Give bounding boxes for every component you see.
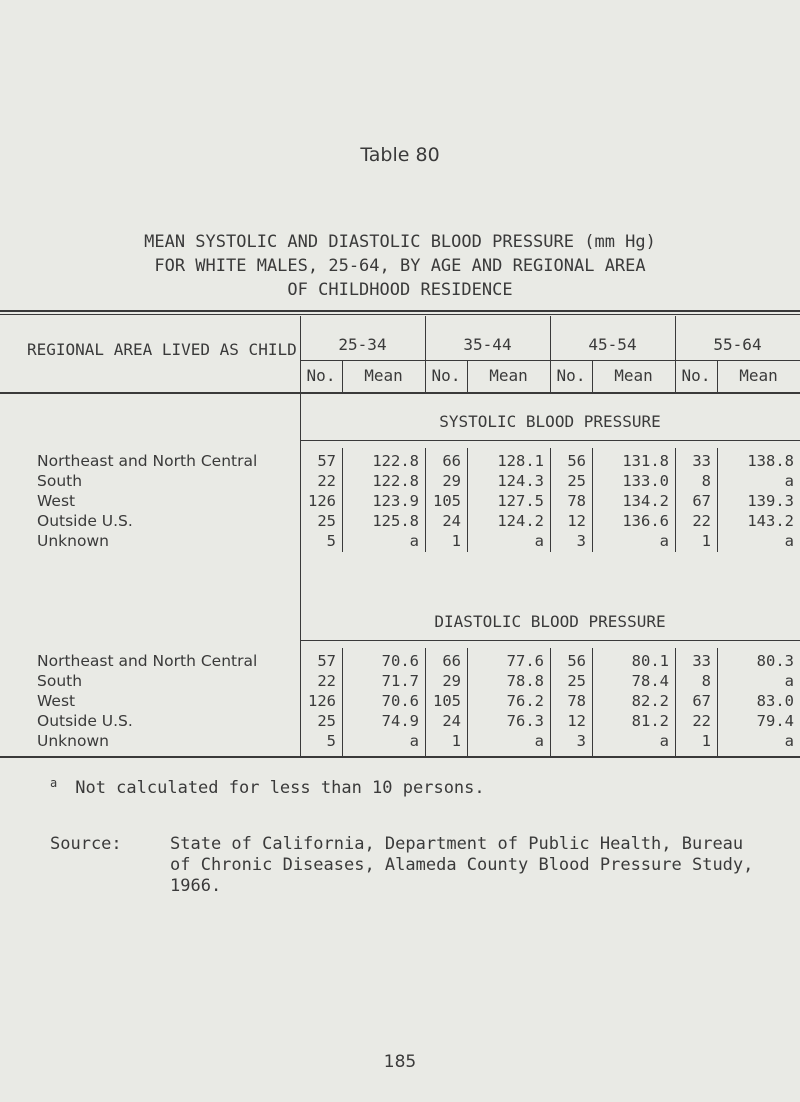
section-title-systolic: SYSTOLIC BLOOD PRESSURE [439,412,661,431]
column-divider [342,360,343,392]
subheader-mean: Mean [614,366,653,385]
count-cell: 33 [692,452,711,470]
count-cell: 8 [701,672,711,690]
mean-cell: 138.8 [747,452,794,470]
column-divider [717,648,718,756]
subheader-mean: Mean [739,366,778,385]
count-cell: 57 [317,652,336,670]
mean-cell: 125.8 [372,512,419,530]
column-divider [592,448,593,552]
mean-cell: a [409,532,419,550]
row-label: South [37,472,83,490]
count-cell: 1 [451,532,461,550]
row-labels-systolic [37,451,257,551]
row-label: Unknown [37,732,109,750]
title-line: MEAN SYSTOLIC AND DIASTOLIC BLOOD PRESSURE (mm Hg) [144,232,656,252]
column-divider [467,448,468,552]
count-cell: 3 [576,732,586,750]
count-cell: 78 [567,492,586,510]
mean-cell: 71.7 [381,672,419,690]
row-label: Northeast and North Central [37,652,258,670]
table-number: Table 80 [360,144,440,166]
count-cell: 8 [701,472,711,490]
column-divider [675,316,676,392]
count-cell: 5 [326,532,336,550]
source-label: Source: [50,834,122,854]
mean-cell: a [659,532,669,550]
page-number: 185 [383,1052,417,1072]
mean-cell: a [784,672,794,690]
mean-cell: 128.1 [497,452,544,470]
row-label: Outside U.S. [37,712,133,730]
column-divider [592,360,593,392]
mean-cell: 122.8 [372,472,419,490]
column-divider [425,648,426,756]
mean-cell: 134.2 [622,492,669,510]
age-group-header: 55-64 [713,335,762,354]
title-line: OF CHILDHOOD RESIDENCE [287,280,513,300]
column-divider [675,448,676,552]
mean-cell: a [534,732,544,750]
column-divider [300,316,301,756]
mean-cell: 133.0 [622,472,669,490]
count-cell: 3 [576,532,586,550]
mean-cell: a [784,732,794,750]
subheader-mean: Mean [364,366,403,385]
header-bottom-rule [0,392,800,394]
count-cell: 126 [308,492,336,510]
mean-cell: 136.6 [622,512,669,530]
count-cell: 56 [567,652,586,670]
table-top-rule [0,310,800,312]
column-divider [467,648,468,756]
source-line: State of California, Department of Public Health, Bureau [170,834,744,854]
row-label: South [37,672,83,690]
row-label: West [37,692,76,710]
count-cell: 5 [326,732,336,750]
mean-cell: 124.2 [497,512,544,530]
count-cell: 66 [442,652,461,670]
row-label: Outside U.S. [37,512,133,530]
mean-cell: a [409,732,419,750]
mean-cell: 131.8 [622,452,669,470]
table-top-rule-inner [0,314,800,315]
count-cell: 29 [442,472,461,490]
section-rule [300,440,800,441]
row-label: Unknown [37,532,109,550]
count-cell: 78 [567,692,586,710]
section-title-diastolic: DIASTOLIC BLOOD PRESSURE [434,612,666,631]
row-label: Northeast and North Central [37,452,258,470]
mean-cell: 76.3 [506,712,544,730]
count-cell: 24 [442,512,461,530]
mean-cell: a [784,472,794,490]
count-cell: 105 [433,492,461,510]
count-cell: 22 [317,672,336,690]
source-line: of Chronic Diseases, Alameda County Blood Pressure Study, [170,855,754,875]
mean-cell: 143.2 [747,512,794,530]
count-cell: 25 [567,672,586,690]
count-cell: 29 [442,672,461,690]
column-divider [342,648,343,756]
count-cell: 25 [567,472,586,490]
column-divider [425,448,426,552]
source-line: 1966. [170,876,222,896]
mean-cell: 122.8 [372,452,419,470]
count-cell: 25 [317,712,336,730]
mean-cell: 124.3 [497,472,544,490]
source-text [170,834,790,897]
column-divider [717,448,718,552]
mean-cell: 70.6 [381,692,419,710]
section-rule [300,640,800,641]
column-divider [675,648,676,756]
count-cell: 67 [692,492,711,510]
count-cell: 22 [317,472,336,490]
subheader-no: No. [431,366,461,385]
mean-cell: 80.1 [631,652,669,670]
mean-cell: 74.9 [381,712,419,730]
table-bottom-rule [0,756,800,758]
title-line: FOR WHITE MALES, 25-64, BY AGE AND REGIONAL AREA [154,256,646,276]
count-cell: 105 [433,692,461,710]
mean-cell: a [784,532,794,550]
footnote-text: Not calculated for less than 10 persons. [75,778,485,798]
mean-cell: 79.4 [756,712,794,730]
table-title [0,230,800,302]
column-divider [550,316,551,392]
mean-cell: 127.5 [497,492,544,510]
subheader-no: No. [556,366,586,385]
count-cell: 57 [317,452,336,470]
column-divider [717,360,718,392]
count-cell: 56 [567,452,586,470]
mean-cell: a [534,532,544,550]
count-cell: 1 [701,532,711,550]
age-group-header: 35-44 [463,335,512,354]
count-cell: 33 [692,652,711,670]
count-cell: 1 [451,732,461,750]
count-cell: 22 [692,512,711,530]
row-labels-diastolic [37,651,257,751]
count-cell: 126 [308,692,336,710]
column-divider [550,648,551,756]
mean-cell: 82.2 [631,692,669,710]
count-cell: 25 [317,512,336,530]
count-cell: 22 [692,712,711,730]
mean-cell: 76.2 [506,692,544,710]
mean-cell: 78.4 [631,672,669,690]
footnote [50,776,485,798]
footnote-mark: a [50,776,58,790]
count-cell: 1 [701,732,711,750]
mean-cell: 139.3 [747,492,794,510]
count-cell: 12 [567,512,586,530]
row-label: West [37,492,76,510]
count-cell: 12 [567,712,586,730]
column-divider [342,448,343,552]
mean-cell: 83.0 [756,692,794,710]
mean-cell: 77.6 [506,652,544,670]
count-cell: 66 [442,452,461,470]
column-caption: REGIONAL AREA LIVED AS CHILD [27,340,297,359]
age-group-header: 45-54 [588,335,637,354]
mean-cell: 80.3 [756,652,794,670]
mean-cell: 81.2 [631,712,669,730]
subheader-no: No. [681,366,711,385]
column-divider [550,448,551,552]
column-divider [425,316,426,392]
subheader-no: No. [306,366,336,385]
mean-cell: 123.9 [372,492,419,510]
mean-cell: a [659,732,669,750]
column-divider [592,648,593,756]
subheader-mean: Mean [489,366,528,385]
age-group-header: 25-34 [338,335,387,354]
count-cell: 24 [442,712,461,730]
column-divider [467,360,468,392]
count-cell: 67 [692,692,711,710]
mean-cell: 70.6 [381,652,419,670]
mean-cell: 78.8 [506,672,544,690]
